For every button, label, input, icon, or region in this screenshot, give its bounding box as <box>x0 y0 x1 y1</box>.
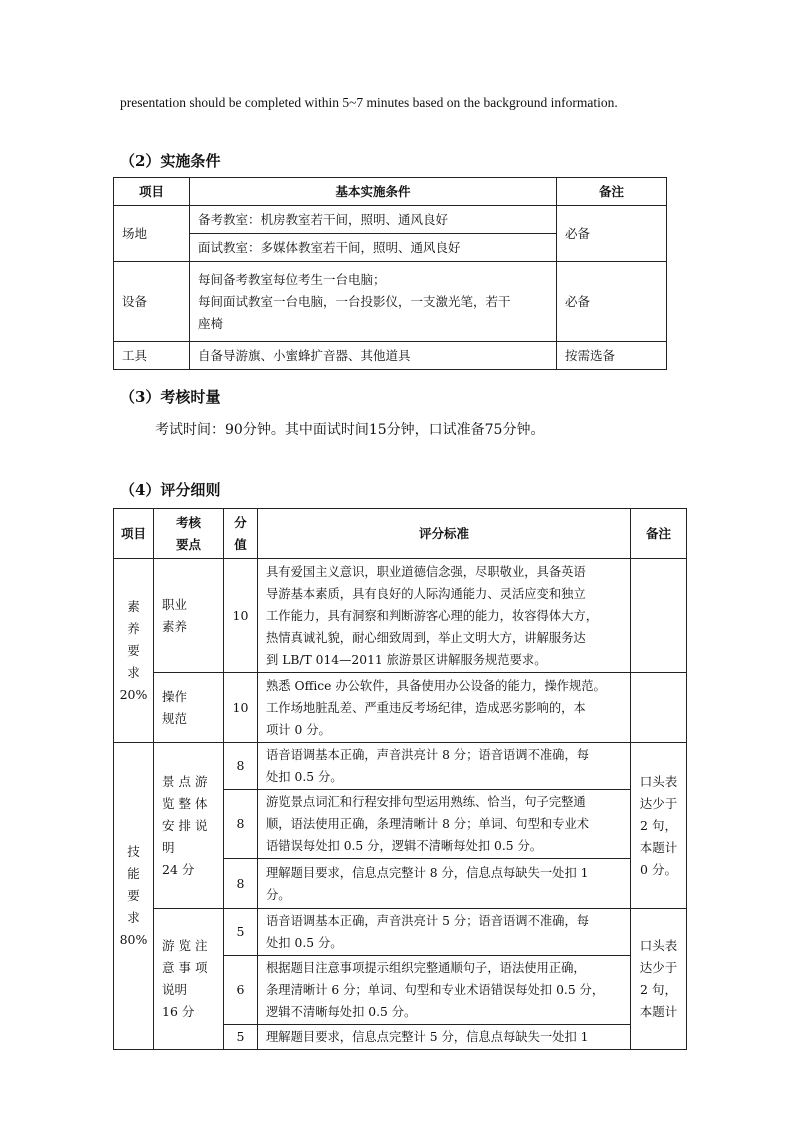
score-cell: 5 <box>224 1025 258 1050</box>
header-criteria: 评分标准 <box>258 509 631 559</box>
header-note: 备注 <box>557 178 667 206</box>
item-quality: 素 养 要 求 20% <box>114 559 154 743</box>
item-skill: 技 能 要 求 80% <box>114 743 154 1050</box>
equipment-conditions <box>190 262 557 342</box>
score-cell: 10 <box>224 673 258 743</box>
header-key-points: 考核 要点 <box>154 509 224 559</box>
row-item-equipment: 设备 <box>114 262 190 342</box>
score-cell: 5 <box>224 909 258 956</box>
key-overview: 景 点 游 览 整 体 安 排 说 明 24 分 <box>154 743 224 909</box>
section3-title: （3）考核时量 <box>120 388 221 406</box>
criteria-cell: 语音语调基本正确，声音洪亮计 5 分；语音语调不准确，每 处扣 0.5 分。 <box>258 909 631 956</box>
conditions-table <box>113 177 667 370</box>
tools-note: 按需选备 <box>557 342 667 370</box>
equipment-line: 座椅 <box>198 315 224 331</box>
criteria-cell: 语音语调基本正确，声音洪亮计 8 分；语音语调不准确，每 处扣 0.5 分。 <box>258 743 631 790</box>
row-item-site: 场地 <box>114 206 190 262</box>
exam-time-text: 考试时间：90分钟。其中面试时间15分钟，口试准备75分钟。 <box>155 422 545 438</box>
score-cell: 8 <box>224 743 258 790</box>
note-cell: 口头表 达少于 2 句， 本题计 0 分。 <box>631 743 687 909</box>
key-notes: 游 览 注 意 事 项 说明 16 分 <box>154 909 224 1050</box>
score-cell: 10 <box>224 559 258 673</box>
header-conditions: 基本实施条件 <box>190 178 557 206</box>
header-item: 项目 <box>114 509 154 559</box>
criteria-cell: 具有爱国主义意识，职业道德信念强，尽职敬业，具备英语 导游基本素质，具有良好的人际沟通能力、灵活应变和独立 工作能力，具有洞察和判断游客心理的能力，妆容得体大方， 热情真诚礼貌，耐心细致周到，举止文明大方，讲解服务达 到 LB/T 014—2011 旅游景区讲解服务规范要求。 <box>258 559 631 673</box>
row-item-tools: 工具 <box>114 342 190 370</box>
header-score: 分 值 <box>224 509 258 559</box>
criteria-cell: 游览景点词汇和行程安排句型运用熟练、恰当，句子完整通 顺，语法使用正确，条理清晰计 8 分；单词、句型和专业术 语错误每处扣 0.5 分，逻辑不清晰每处扣 0.5 分。 <box>258 790 631 859</box>
score-cell: 8 <box>224 859 258 909</box>
score-cell: 8 <box>224 790 258 859</box>
key-professional-quality: 职业 素养 <box>154 559 224 673</box>
key-operation-standard: 操作 规范 <box>154 673 224 743</box>
score-cell: 6 <box>224 956 258 1025</box>
section4-title: （4）评分细则 <box>120 481 221 499</box>
site-line: 面试教室：多媒体教室若干间，照明、通风良好 <box>190 234 557 262</box>
note-cell: 口头表 达少于 2 句， 本题计 <box>631 909 687 1050</box>
site-line: 备考教室：机房教室若干间，照明、通风良好 <box>190 206 557 234</box>
criteria-cell: 理解题目要求，信息点完整计 8 分，信息点每缺失一处扣 1 分。 <box>258 859 631 909</box>
note-cell <box>631 673 687 743</box>
equipment-note: 必备 <box>557 262 667 342</box>
intro-line: presentation should be completed within 5~7 minutes based on the background information. <box>120 95 618 110</box>
criteria-cell: 熟悉 Office 办公软件，具备使用办公设备的能力，操作规范。 工作场地脏乱差、严重违反考场纪律，造成恶劣影响的，本 项计 0 分。 <box>258 673 631 743</box>
section2-title: （2）实施条件 <box>120 152 221 170</box>
header-item: 项目 <box>114 178 190 206</box>
note-cell <box>631 559 687 673</box>
site-note: 必备 <box>557 206 667 262</box>
equipment-line: 每间备考教室每位考生一台电脑； <box>198 271 386 287</box>
tools-conditions: 自备导游旗、小蜜蜂扩音器、其他道具 <box>190 342 557 370</box>
header-note: 备注 <box>631 509 687 559</box>
scoring-table <box>113 508 687 1050</box>
criteria-cell: 根据题目注意事项提示组织完整通顺句子，语法使用正确， 条理清晰计 6 分；单词、句型和专业术语错误每处扣 0.5 分， 逻辑不清晰每处扣 0.5 分。 <box>258 956 631 1025</box>
equipment-line: 每间面试教室一台电脑，一台投影仪，一支激光笔，若干 <box>198 293 511 309</box>
criteria-cell: 理解题目要求，信息点完整计 5 分，信息点每缺失一处扣 1 <box>258 1025 631 1050</box>
